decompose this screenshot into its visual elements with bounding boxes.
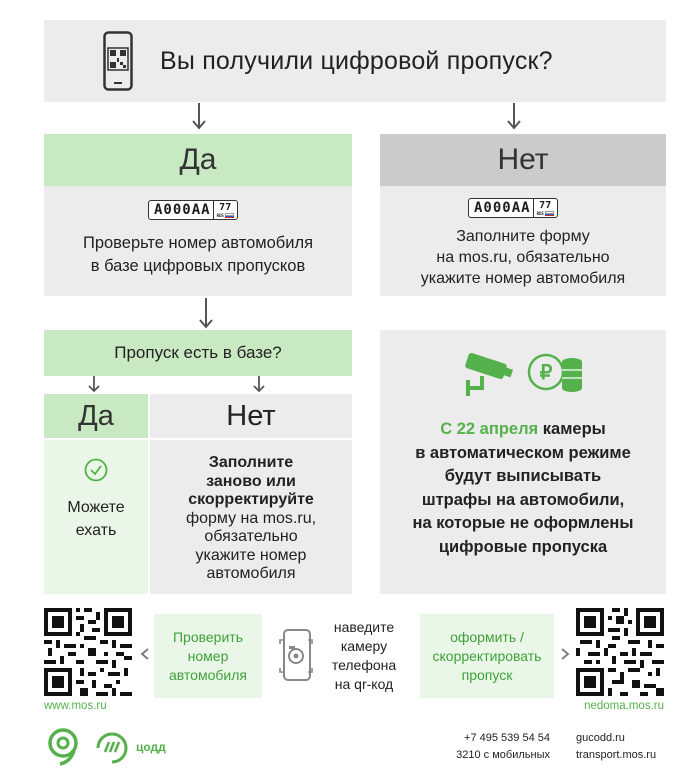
hint-line: наведите [333, 619, 395, 635]
hint-line: скорректировать [432, 647, 542, 664]
check-yes-title-text: Да [78, 399, 114, 432]
arrow-right-icon [558, 647, 572, 666]
plate-region-code: 77 [539, 199, 552, 211]
check-yes-text [44, 496, 148, 542]
check-no-line: обязательно [204, 528, 298, 545]
no-instruction [380, 226, 666, 289]
no-title [380, 134, 666, 186]
plate-region-code: 77 [219, 201, 232, 213]
yes-instruction-line: Проверьте номер автомобиля [82, 234, 314, 252]
hint-line: пропуск [461, 666, 513, 683]
hint-line: телефона [331, 657, 397, 673]
hint-line: оформить / [450, 628, 524, 645]
yes-title [44, 134, 352, 186]
check-no-line: укажите номер [195, 546, 307, 564]
no-title-text: Нет [497, 143, 549, 176]
question-text: Пропуск есть в базе? [114, 343, 282, 362]
yes-instruction-line: в базе цифровых пропусков [90, 257, 306, 275]
question-box [44, 330, 352, 376]
nedoma-link[interactable]: nedoma.mos.ru [584, 700, 664, 712]
arrow-down-icon [192, 103, 206, 131]
check-yes-body [44, 440, 148, 594]
cameras-line-rest: камеры [538, 420, 606, 438]
cameras-line: цифровые пропуска [438, 537, 608, 556]
checkmark-icon [84, 458, 108, 487]
hint-line: камеру [340, 638, 388, 654]
mobile-number[interactable]: 3210 с мобильных [456, 749, 550, 761]
check-yes-line: Можете [67, 499, 125, 516]
cameras-box [380, 330, 666, 594]
contacts-sites [576, 730, 686, 764]
coins-icon [526, 348, 584, 401]
flag-icon [545, 211, 554, 216]
phone-scan-icon [276, 628, 316, 689]
hint-line: Проверить [172, 628, 243, 645]
check-no-title [150, 394, 352, 438]
hint-line: автомобиля [169, 666, 247, 683]
flag-icon [225, 213, 234, 218]
check-no-line: форму на mos.ru, [185, 509, 317, 527]
header-title: Вы получили цифровой пропуск? [160, 46, 553, 75]
yes-instruction [44, 232, 352, 278]
qr-code-right[interactable] [576, 608, 664, 696]
check-no-text [150, 454, 352, 584]
check-no-body [150, 440, 352, 594]
check-number-hint [154, 614, 262, 698]
plate-region [213, 201, 237, 219]
arrow-down-icon [507, 103, 521, 131]
no-instruction-line: на mos.ru, обязательно [436, 249, 610, 266]
camera-icon [460, 352, 518, 405]
check-no-title-text: Нет [226, 399, 276, 432]
mos-ru-link[interactable]: www.mos.ru [44, 700, 107, 712]
header-question [44, 20, 666, 102]
phone-number[interactable]: +7 495 539 54 54 [464, 732, 550, 744]
check-no-line: заново или [206, 472, 296, 490]
yes-body [44, 186, 352, 296]
cameras-date: С 22 апреля [440, 420, 539, 438]
plate-number: А000АА [154, 202, 211, 218]
no-body [380, 186, 666, 296]
license-plate [148, 200, 238, 220]
cameras-line [380, 418, 666, 442]
no-instruction-line: Заполните форму [456, 228, 590, 245]
svg-text:₽: ₽ [539, 362, 553, 384]
hint-line: номер [187, 647, 229, 664]
issue-pass-hint [420, 614, 554, 698]
license-plate [468, 198, 558, 218]
cameras-line: штрафы на автомобили, [421, 490, 625, 509]
gucodd-link[interactable]: gucodd.ru [576, 732, 625, 744]
phone-qr-icon [92, 28, 144, 94]
codd-brand: цодд [136, 740, 166, 754]
codd-logo-icon [94, 730, 130, 769]
check-yes-line: ехать [75, 522, 117, 539]
yes-title-text: Да [179, 143, 217, 176]
cameras-line: в автоматическом режиме [415, 443, 631, 462]
arrow-down-icon [199, 298, 213, 330]
transport-link[interactable]: transport.mos.ru [576, 749, 657, 761]
check-no-line: автомобиля [206, 565, 296, 582]
arrow-left-icon [138, 647, 152, 666]
cameras-text [380, 418, 666, 559]
check-no-line: скорректируйте [188, 491, 314, 508]
plate-country: RUS [536, 210, 544, 216]
contacts-phone [430, 730, 550, 764]
plate-country: RUS [216, 212, 224, 218]
plate-number: А000АА [474, 200, 531, 216]
cameras-line: будут выписывать [444, 467, 602, 485]
qr-code-left[interactable] [44, 608, 132, 696]
scan-hint [316, 618, 412, 694]
plate-region [533, 199, 557, 217]
check-yes-title [44, 394, 148, 438]
no-instruction-line: укажите номер автомобиля [420, 270, 626, 287]
cameras-line: на которые не оформлены [412, 514, 634, 532]
moscow-metro-logo-icon [40, 726, 86, 771]
check-no-line: Заполните [208, 454, 294, 471]
hint-line: на qr-код [334, 676, 394, 692]
